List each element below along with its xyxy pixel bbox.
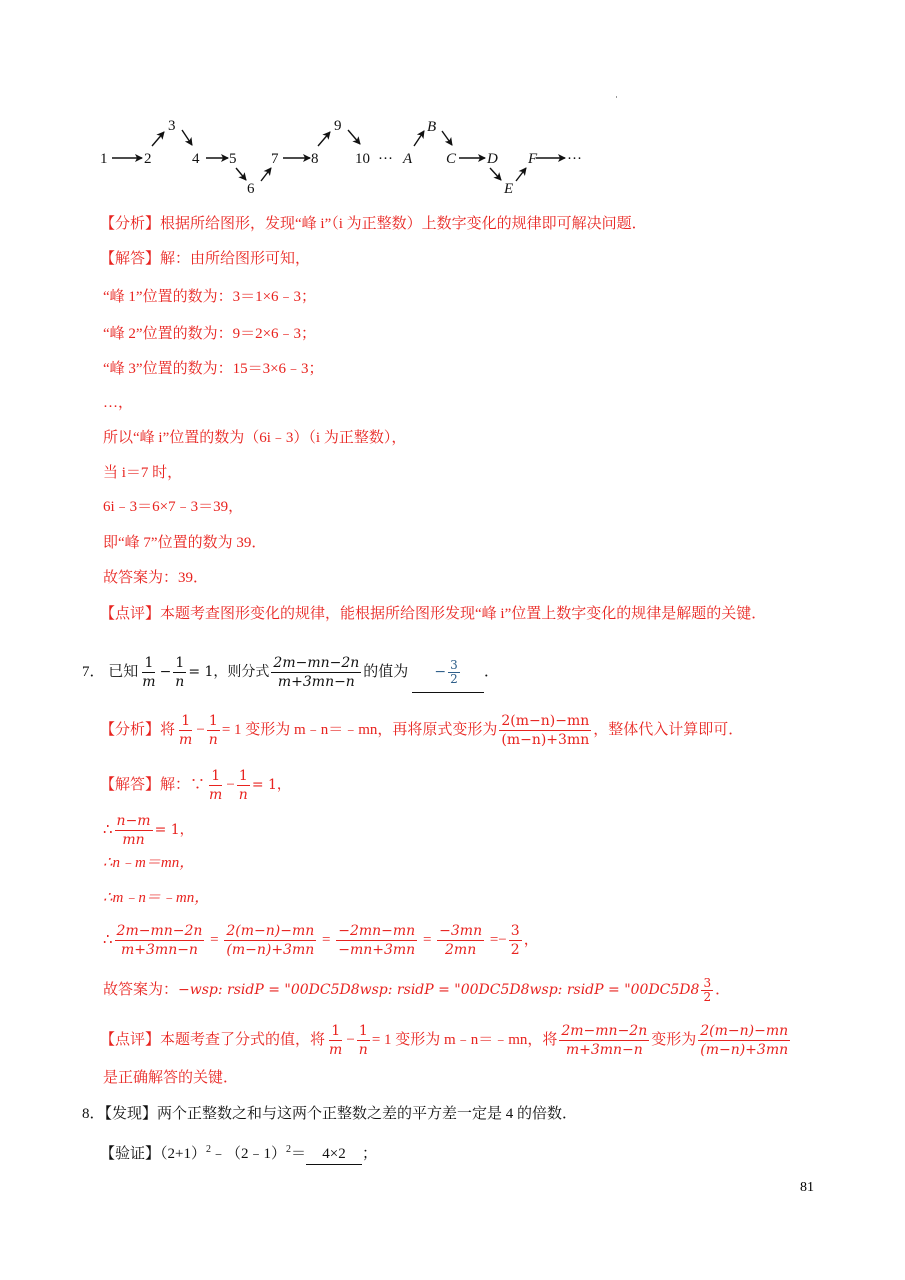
- node-9: 9: [334, 118, 342, 134]
- q7-answer-intro: 【解答】解：∵ $\frac{1}{m}$ − $\frac{1}{n}$ = 1，: [100, 768, 291, 804]
- ellipsis-2: ···: [567, 151, 582, 167]
- fraction-1-over-n: $\frac{1}{n}$: [238, 768, 248, 804]
- q6-comment: [100, 604, 766, 624]
- q8-question: [82, 1104, 577, 1124]
- answer-tag: 【解答】: [100, 251, 161, 267]
- step5-result: $\frac{3}{2}$: [510, 923, 520, 959]
- node-7: 7: [271, 151, 279, 167]
- analysis-tag: 【分析】: [100, 722, 161, 738]
- fraction-1-over-n: $\frac{1}{n}$: [358, 1023, 368, 1059]
- analysis-a: 将: [160, 722, 176, 738]
- comment-tag: 【点评】: [100, 606, 161, 622]
- step5-fraction-2: $\frac{2(m-n)-mn}{(m-n)+3mn}$: [226, 923, 315, 959]
- page-number: 81: [800, 1180, 814, 1195]
- node-B: B: [427, 119, 437, 135]
- fraction-1-over-m: $\frac{1}{m}$: [179, 713, 193, 749]
- q6-step-1: “峰 1”位置的数为：3＝1×6﹣3；: [103, 289, 317, 305]
- node-A: A: [403, 151, 413, 167]
- comment-fraction-2: $\frac{2(m-n)-mn}{(m-n)+3mn}$: [700, 1023, 789, 1059]
- q8-verify: 【验证】$(2+1)^2﹣(2﹣1)^2= 4\times 2$ ；: [100, 1140, 377, 1165]
- answer-intro-text: 解：由所给图形可知，: [160, 251, 311, 267]
- q6-step-i7: 当 i＝7 时，: [103, 465, 183, 481]
- fraction-1-over-m: $\frac{1}{m}$: [209, 768, 223, 804]
- q7-comment: 【点评】本题考查了分式的值，将 $\frac{1}{m}$ − $\frac{1}{n}$ = 1 变形为 m﹣n＝﹣mn，将 $\frac{2m-mn-2n}{m+3mn-n}$ 变形为 $\frac{2(m-n)-mn}{(m-n)+3mn}$: [100, 1023, 789, 1059]
- ellipsis-1: ···: [378, 151, 393, 167]
- q7-step-3: ∴n﹣m＝mn，: [103, 855, 195, 871]
- q6-final-answer: 故答案为：39．: [103, 570, 209, 586]
- fraction-transformed: $\frac{2(m-n)-mn}{(m-n)+3mn}$: [501, 713, 590, 749]
- minus-sign: −: [159, 664, 172, 680]
- question-number: 8．: [82, 1106, 105, 1122]
- q7-step-5: ∴ $\frac{2m-mn-2n}{m+3mn-n}$ = $\frac{2(m-n)-mn}{(m-n)+3mn}$ = $\frac{-2mn-mn}{-mn+3mn}$ = $\frac{-3mn}{2mn}$ =− $\frac{3}{2}$ ，: [103, 923, 539, 959]
- q6-step-2: “峰 2”位置的数为：9＝2×6﹣3；: [103, 326, 317, 342]
- comment-text: 本题考查图形变化的规律，能根据所给图形发现“峰 i”位置上数字变化的规律是解题的关键．: [160, 606, 767, 622]
- eq-1: = 1，: [251, 777, 291, 793]
- garbled-field-code: −wsp: rsidP = "00DC5D8wsp: rsidP = "00DC5D8wsp: rsidP = "00DC5D8: [178, 982, 700, 998]
- node-6: 6: [247, 181, 255, 197]
- comment-fraction-1: $\frac{2m-mn-2n}{m+3mn-n}$: [561, 1023, 648, 1059]
- analysis-c: ，整体代入计算即可．: [593, 722, 744, 738]
- verify-answer-blank: 4×2: [306, 1144, 362, 1165]
- q6-step-calc: 6i﹣3＝6×7﹣3＝39，: [103, 499, 244, 515]
- node-D: D: [487, 151, 498, 167]
- fraction-1-over-n: $\frac{1}{n}$: [208, 713, 218, 749]
- discover-tag: 【发现】: [104, 1106, 158, 1122]
- fraction-1-over-m: $\frac{1}{m}$: [329, 1023, 343, 1059]
- q6-step-ellipsis: …，: [103, 395, 134, 411]
- comment-b: = 1 变形为 m﹣n＝﹣mn，将: [371, 1032, 558, 1048]
- q8-text: 两个正整数之和与这两个正整数之差的平方差一定是 4 的倍数．: [157, 1106, 578, 1122]
- analysis-tag: 【分析】: [100, 216, 161, 232]
- q7-step-2: ∴ $\frac{n-m}{mn}$ = 1，: [103, 813, 194, 849]
- q6-step-general: 所以“峰 i”位置的数为（6i﹣3）（i 为正整数），: [103, 430, 407, 446]
- answer-blank: − $\frac{3}{2}$: [412, 652, 484, 693]
- node-4: 4: [192, 151, 200, 167]
- q7-suffix: 的值为: [363, 664, 409, 680]
- fraction-1-over-m: $\frac{1}{m}$: [142, 655, 156, 691]
- answer-intro: 解：∵: [160, 777, 206, 793]
- step5-fraction-4: $\frac{-3mn}{2mn}$: [439, 923, 483, 959]
- q6-analysis: [100, 214, 647, 234]
- fraction-n-minus-m-over-mn: $\frac{n-m}{mn}$: [116, 813, 151, 849]
- peak-sequence-diagram: [100, 108, 620, 208]
- final-fraction: $\frac{3}{2}$: [703, 976, 712, 1005]
- q7-analysis: 【分析】将 $\frac{1}{m}$ − $\frac{1}{n}$ = 1 变形为 m﹣n＝﹣mn，再将原式变形为 $\frac{2(m-n)-mn}{(m-n)+3mn}$ ，整体代入计算即可．: [100, 713, 744, 749]
- comment-c: 变形为: [651, 1032, 697, 1048]
- q7-final-answer: 故答案为：−wsp: rsidP = "00DC5D8wsp: rsidP = "00DC5D8wsp: rsidP = "00DC5D8 $\frac{3}{2}$ ．: [103, 976, 731, 1005]
- node-8: 8: [311, 151, 319, 167]
- q6-step-result: 即“峰 7”位置的数为 39．: [103, 535, 267, 551]
- q6-answer-intro: [100, 249, 310, 269]
- node-C: C: [446, 151, 457, 167]
- node-5: 5: [229, 151, 237, 167]
- comment-tag: 【点评】: [100, 1032, 161, 1048]
- fraction-1-over-n: $\frac{1}{n}$: [175, 655, 185, 691]
- verify-tag: 【验证】: [100, 1146, 161, 1162]
- node-10: 10: [355, 151, 370, 167]
- q7-end: ．: [484, 664, 500, 680]
- node-1: 1: [100, 151, 108, 167]
- node-3: 3: [168, 118, 176, 134]
- q7-eq: = 1，则分式: [188, 664, 270, 680]
- q7-prefix: 已知: [108, 664, 139, 680]
- q7-step-4: ∴m﹣n＝﹣mn，: [103, 890, 210, 906]
- fraction-expression: $\frac{2m-mn-2n}{m+3mn-n}$: [273, 655, 360, 691]
- analysis-b: = 1 变形为 m﹣n＝﹣mn，再将原式变形为: [221, 722, 498, 738]
- node-F: F: [528, 151, 538, 167]
- question-number: 7．: [82, 664, 105, 680]
- answer-tag: 【解答】: [100, 777, 161, 793]
- final-prefix: 故答案为：: [103, 982, 179, 998]
- q7-comment-line2: 是正确解答的关键．: [103, 1070, 239, 1086]
- q6-step-3: “峰 3”位置的数为：15＝3×6﹣3；: [103, 361, 324, 377]
- stray-mark: [616, 96, 617, 98]
- step5-fraction-1: $\frac{2m-mn-2n}{m+3mn-n}$: [116, 923, 203, 959]
- comment-a: 本题考查了分式的值，将: [160, 1032, 326, 1048]
- node-E: E: [504, 181, 514, 197]
- step5-fraction-3: $\frac{-2mn-mn}{-mn+3mn}$: [338, 923, 416, 959]
- analysis-text: 根据所给图形，发现“峰 i”（i 为正整数）上数字变化的规律即可解决问题．: [160, 216, 647, 232]
- q7-question: [82, 652, 499, 692]
- node-2: 2: [144, 151, 152, 167]
